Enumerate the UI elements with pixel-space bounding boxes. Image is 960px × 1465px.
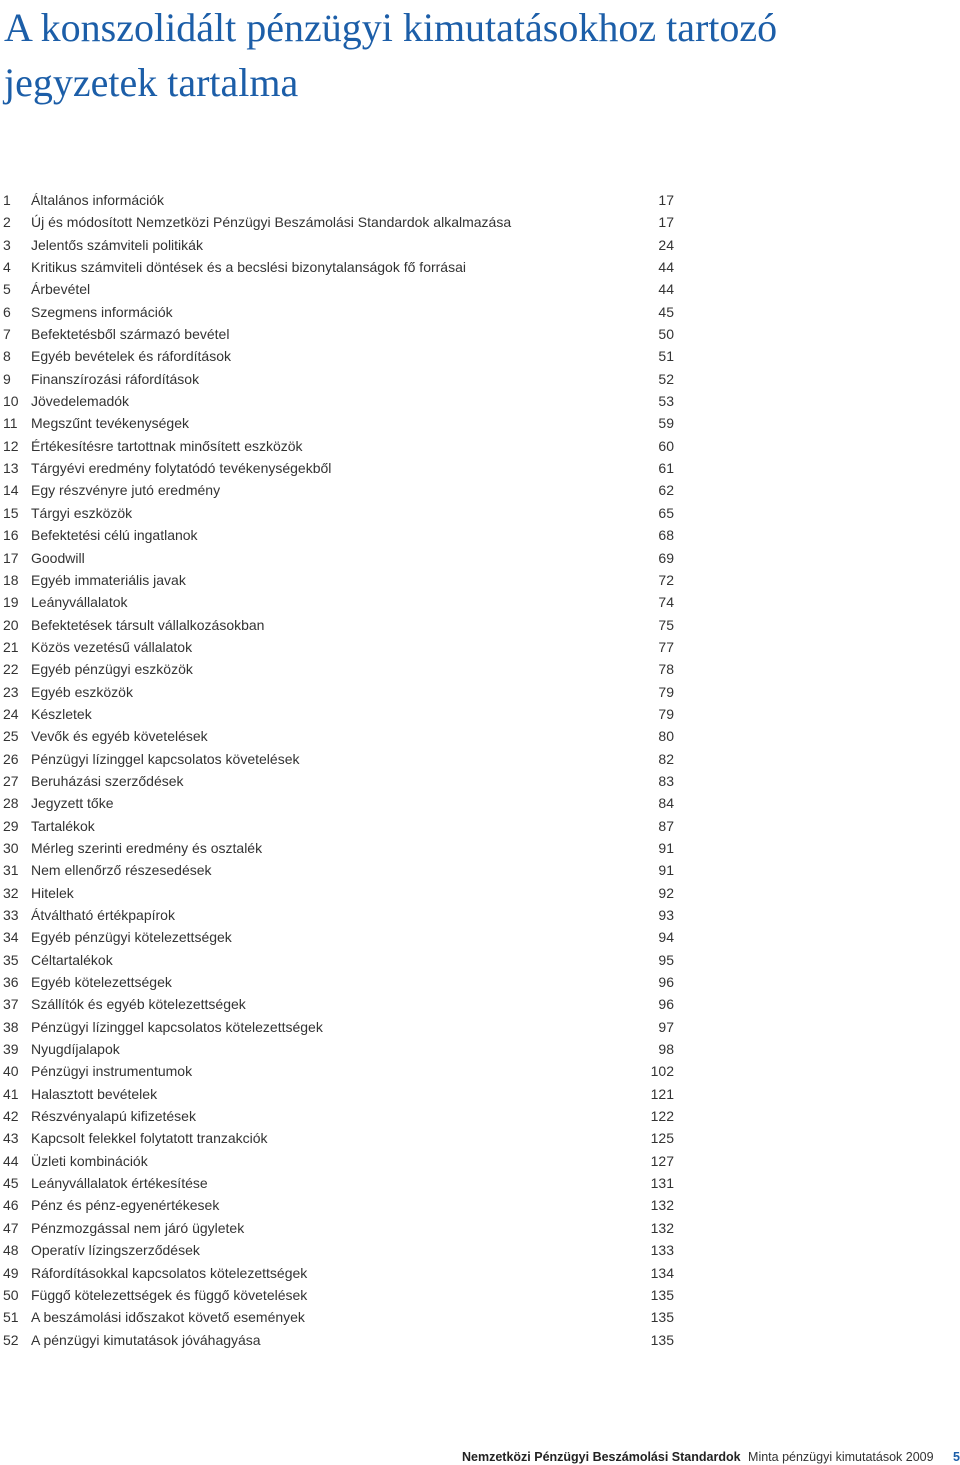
toc-entry-number: 22 [3,661,19,678]
toc-entry-page: 52 [658,370,674,387]
toc-entry-title: Befektetésből származó bevétel [31,326,230,343]
toc-entry-number: 6 [3,303,11,320]
toc-entry-page: 95 [658,951,674,968]
toc-entry-title: Leányvállalatok értékesítése [31,1175,208,1192]
toc-entry-title: Finanszírozási ráfordítások [31,370,200,387]
toc-entry-number: 14 [3,482,19,499]
toc-entry-page: 98 [658,1041,674,1058]
toc-entry[interactable] [0,926,680,948]
toc-entry-page: 121 [650,1085,674,1102]
toc-entry-title: Hitelek [31,884,74,901]
toc-entry-title: Vevők és egyéb követelések [31,728,208,745]
toc-entry-page: 69 [658,549,674,566]
toc-entry-title: Pénzmozgással nem járó ügyletek [31,1219,245,1236]
toc-entry[interactable] [0,1239,680,1261]
toc-entry-number: 16 [3,527,19,544]
toc-entry-page: 78 [658,661,674,678]
toc-entry[interactable] [0,725,680,747]
toc-entry[interactable] [0,1060,680,1082]
toc-entry[interactable] [0,1194,680,1216]
toc-entry-title: Kapcsolt felekkel folytatott tranzakciók [31,1130,268,1147]
toc-entry[interactable] [0,1262,680,1284]
footer-brand: Nemzetközi Pénzügyi Beszámolási Standardok [461,1450,741,1464]
toc-entry-number: 46 [3,1197,19,1214]
toc-entry-page: 61 [658,460,674,477]
toc-entry[interactable] [0,569,680,591]
toc-entry-number: 19 [3,594,19,611]
toc-entry-title: Részvényalapú kifizetések [31,1108,196,1125]
toc-entry[interactable] [0,1306,680,1328]
toc-entry-page: 132 [650,1197,674,1214]
toc-entry-title: Jelentős számviteli politikák [31,236,203,253]
toc-entry-page: 44 [658,259,674,276]
toc-entry-number: 28 [3,795,19,812]
toc-entry-number: 7 [3,326,11,343]
toc-entry-title: Befektetési célú ingatlanok [31,527,198,544]
toc-entry-page: 135 [650,1286,674,1303]
toc-entry[interactable] [0,1038,680,1060]
toc-entry-page: 60 [658,437,674,454]
toc-entry[interactable] [0,1217,680,1239]
toc-entry[interactable] [0,904,680,926]
toc-entry[interactable] [0,614,680,636]
toc-entry-page: 92 [658,884,674,901]
toc-entry-page: 131 [650,1175,674,1192]
toc-entry-title: Megszűnt tevékenységek [31,415,189,432]
toc-entry[interactable] [0,1083,680,1105]
toc-entry[interactable] [0,792,680,814]
toc-entry-title: Egyéb kötelezettségek [31,974,172,991]
footer-page-number: 5 [953,1450,960,1464]
toc-entry-page: 135 [650,1309,674,1326]
toc-entry-number: 45 [3,1175,19,1192]
toc-entry[interactable] [0,949,680,971]
toc-entry-page: 122 [650,1108,674,1125]
toc-entry-page: 51 [658,348,674,365]
toc-entry[interactable] [0,1150,680,1172]
toc-entry-page: 82 [658,750,674,767]
toc-entry-title: Készletek [31,705,92,722]
toc-entry-title: Egyéb bevételek és ráfordítások [31,348,232,365]
toc-entry-number: 20 [3,616,19,633]
toc-entry-title: Üzleti kombinációk [31,1152,148,1169]
toc-entry-page: 132 [650,1219,674,1236]
toc-entry-title: Operatív lízingszerződések [31,1242,200,1259]
toc-entry-page: 91 [658,862,674,879]
toc-entry[interactable] [0,345,680,367]
toc-entry-number: 38 [3,1018,19,1035]
toc-entry-page: 53 [658,393,674,410]
toc-entry-page: 65 [658,504,674,521]
toc-entry-page: 93 [658,907,674,923]
toc-entry[interactable] [0,882,680,904]
toc-entry[interactable] [0,412,680,434]
toc-entry-number: 36 [3,974,19,991]
toc-entry-title: Egyéb immateriális javak [31,571,186,588]
toc-entry-number: 3 [3,236,11,253]
toc-entry-page: 24 [658,236,674,253]
toc-entry-page: 68 [658,527,674,544]
toc-entry-title: Goodwill [31,549,85,566]
toc-entry-number: 31 [3,862,19,879]
toc-entry-title: Szállítók és egyéb kötelezettségek [31,996,246,1013]
toc-entry-title: Kritikus számviteli döntések és a becslési bizonytalanságok fő forrásai [31,259,466,276]
toc-entry-title: Közös vezetésű vállalatok [31,638,193,655]
toc-entry[interactable] [0,770,680,792]
toc-entry-title: Nyugdíjalapok [31,1041,120,1058]
toc-entry-page: 96 [658,974,674,991]
toc-entry-title: Jövedelemadók [31,393,130,410]
toc-entry-title: Befektetések társult vállalkozásokban [31,616,265,633]
toc-entry-number: 25 [3,728,19,745]
toc-entry-title: A pénzügyi kimutatások jóváhagyása [31,1331,261,1348]
toc-entry-number: 5 [3,281,11,298]
toc-entry-page: 83 [658,772,674,789]
toc-entry[interactable] [0,1016,680,1038]
toc-entry-title: Pénz és pénz-egyenértékesek [31,1197,220,1214]
toc-entry[interactable] [0,547,680,569]
toc-entry-title: Nem ellenőrző részesedések [31,862,212,879]
toc-entry[interactable] [0,234,680,256]
toc-entry[interactable] [0,1284,680,1306]
toc-entry-number: 32 [3,884,19,901]
toc-entry-number: 27 [3,772,19,789]
toc-entry-page: 87 [658,817,674,834]
toc-entry-number: 11 [3,415,18,432]
toc-entry-number: 26 [3,750,19,767]
toc-entry-page: 44 [658,281,674,298]
toc-entry-page: 80 [658,728,674,745]
toc-entry-page: 75 [658,616,674,633]
toc-entry-number: 47 [3,1219,19,1236]
toc-entry-number: 33 [3,907,19,923]
toc-entry-title: Árbevétel [31,281,91,298]
toc-entry-title: Pénzügyi lízinggel kapcsolatos kötelezettségek [31,1018,323,1035]
toc-entry[interactable] [0,993,680,1015]
toc-entry-number: 13 [3,460,19,477]
toc-entry-number: 8 [3,348,11,365]
toc-entry-title: Egyéb pénzügyi eszközök [31,661,193,678]
toc-entry[interactable] [0,1105,680,1127]
toc-entry-number: 48 [3,1242,19,1259]
toc-entry[interactable] [0,278,680,300]
toc-entry[interactable] [0,368,680,390]
toc-entry[interactable] [0,1329,680,1351]
toc-entry-page: 125 [650,1130,674,1147]
toc-entry-number: 10 [3,393,19,410]
toc-entry[interactable] [0,256,680,278]
toc-entry-title: Új és módosított Nemzetközi Pénzügyi Beszámolási Standardok alkalmazása [31,214,512,231]
toc-entry[interactable] [0,1172,680,1194]
toc-entry-title: Céltartalékok [31,951,113,968]
toc-entry-number: 52 [3,1331,19,1348]
toc-entry-title: A beszámolási időszakot követő események [31,1309,305,1326]
toc-entry[interactable] [0,971,680,993]
toc-entry[interactable] [0,301,680,323]
toc-entry[interactable] [0,681,680,703]
toc-entry-page: 74 [658,594,674,611]
toc-entry-page: 84 [658,795,674,812]
toc-entry-title: Átváltható értékpapírok [31,907,175,923]
toc-entry[interactable] [0,703,680,725]
toc-entry-page: 17 [658,192,674,208]
toc-entry-number: 50 [3,1286,19,1303]
toc-entry-title: Egyéb eszközök [31,683,133,700]
toc-entry-title: Függő kötelezettségek és függő követelések [31,1286,308,1303]
toc-entry-number: 41 [3,1085,19,1102]
page-title: A konszolidált pénzügyi kimutatásokhoz tartozó jegyzetek tartalma [4,5,778,105]
toc-entry-number: 1 [3,192,11,208]
toc-entry[interactable] [0,323,680,345]
toc-entry-title: Pénzügyi instrumentumok [31,1063,193,1080]
toc-entry[interactable] [0,591,680,613]
toc-entry-page: 94 [658,929,674,946]
toc-entry-page: 72 [658,571,674,588]
toc-entry-number: 42 [3,1108,19,1125]
page-footer [462,1449,960,1465]
toc-entry-title: Tárgyévi eredmény folytatódó tevékenységekből [31,460,332,477]
toc-entry-number: 39 [3,1041,19,1058]
toc-entry-number: 17 [3,549,19,566]
toc-entry-page: 77 [658,638,674,655]
toc-entry-title: Leányvállalatok [31,594,128,611]
toc-entry-page: 134 [650,1264,674,1281]
toc-entry-title: Tartalékok [31,817,95,834]
toc-entry-number: 18 [3,571,19,588]
toc-entry-title: Értékesítésre tartottnak minősített eszközök [31,437,303,454]
toc-entry-title: Beruházási szerződések [31,772,184,789]
toc-entry[interactable] [0,658,680,680]
toc-entry-page: 79 [658,705,674,722]
toc-entry-page: 62 [658,482,674,499]
footer-subtitle: Minta pénzügyi kimutatások 2009 [748,1450,934,1464]
toc-entry-number: 23 [3,683,19,700]
toc-entry-number: 43 [3,1130,19,1147]
table-of-contents [0,189,680,1351]
toc-entry-title: Általános információk [31,192,165,208]
toc-entry-number: 24 [3,705,19,722]
toc-entry[interactable] [0,189,680,211]
toc-entry-title: Mérleg szerinti eredmény és osztalék [31,839,263,856]
toc-entry-page: 96 [658,996,674,1013]
toc-entry-number: 40 [3,1063,19,1080]
toc-entry[interactable] [0,1127,680,1149]
toc-entry-number: 37 [3,996,19,1013]
toc-entry-number: 12 [3,437,19,454]
toc-entry[interactable] [0,859,680,881]
toc-entry[interactable] [0,479,680,501]
toc-entry-page: 17 [658,214,674,231]
toc-entry-number: 49 [3,1264,19,1281]
toc-entry-page: 97 [658,1018,674,1035]
toc-entry[interactable] [0,815,680,837]
toc-entry-number: 51 [3,1309,19,1326]
toc-entry-title: Pénzügyi lízinggel kapcsolatos követelések [31,750,300,767]
toc-entry-number: 4 [3,259,11,276]
toc-entry-title: Jegyzett tőke [31,795,114,812]
toc-entry-title: Egy részvényre jutó eredmény [31,482,221,499]
toc-entry[interactable] [0,524,680,546]
toc-entry-number: 35 [3,951,19,968]
toc-entry[interactable] [0,457,680,479]
toc-entry-title: Egyéb pénzügyi kötelezettségek [31,929,232,946]
toc-entry-number: 2 [3,214,11,231]
toc-entry-page: 79 [658,683,674,700]
toc-entry-number: 15 [3,504,19,521]
toc-entry-page: 50 [658,326,674,343]
toc-entry-page: 102 [650,1063,674,1080]
toc-entry[interactable] [0,390,680,412]
toc-entry-number: 29 [3,817,19,834]
toc-entry-title: Ráfordításokkal kapcsolatos kötelezettségek [31,1264,308,1281]
toc-entry-title: Tárgyi eszközök [31,504,133,521]
toc-entry[interactable] [0,435,680,457]
toc-entry-page: 133 [650,1242,674,1259]
toc-entry-number: 21 [3,638,19,655]
toc-entry[interactable] [0,502,680,524]
toc-entry[interactable] [0,636,680,658]
toc-entry-page: 91 [658,839,674,856]
toc-entry-page: 45 [658,303,674,320]
toc-entry-number: 30 [3,839,19,856]
toc-entry[interactable] [0,211,680,233]
toc-entry-page: 135 [650,1331,674,1348]
toc-entry-number: 9 [3,370,11,387]
toc-entry-title: Szegmens információk [31,303,173,320]
toc-entry-page: 59 [658,415,674,432]
toc-entry-title: Halasztott bevételek [31,1085,158,1102]
toc-entry-page: 127 [650,1152,674,1169]
toc-entry-number: 34 [3,929,19,946]
toc-entry-number: 44 [3,1152,19,1169]
toc-entry[interactable] [0,837,680,859]
toc-entry[interactable] [0,748,680,770]
